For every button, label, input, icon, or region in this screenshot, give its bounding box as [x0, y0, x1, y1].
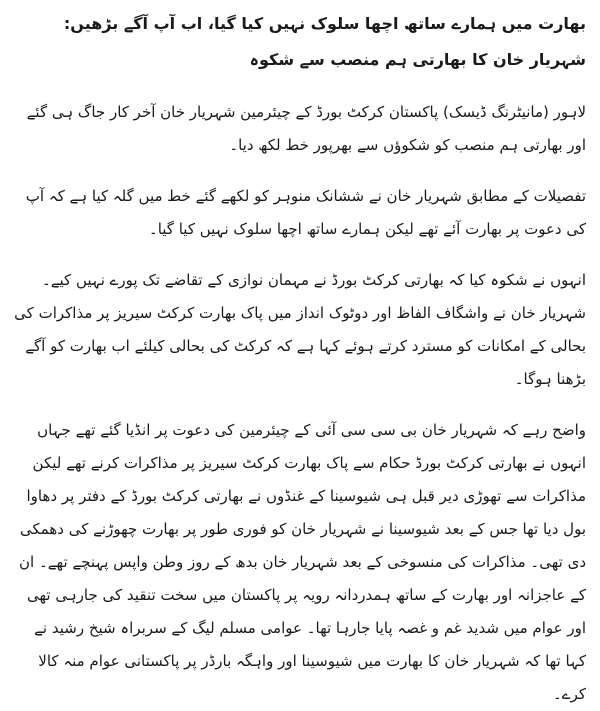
- article-paragraph-4: واضح رہے کہ شہریار خان بی سی سی آئی کے چیئرمین کی دعوت پر انڈیا گئے تھے جہاں انہوں نے بھارتی کرکٹ بورڈ حکام سے پاک بھارت کرکٹ سیریز پر مذاکرات کرنے تھے لیکن مذاکرات سے تھوڑی دیر قبل ہی شیوسینا کے غنڈوں نے بھارتی کرکٹ بورڈ کے دفتر پر دھاوا بول دیا تھا جس کے بعد شیوسینا نے شہریار خان کو فوری طور پر بھارت چھوڑنے کی دھمکی دی تھی۔ مذاکرات کی منسوخی کے بعد شہریار خان بدھ کے روز وطن واپس پہنچے تھے۔ ان کے عاجزانہ اور بھارت کے ساتھ ہمدردانہ رویہ پر پاکستان میں سخت تنقید کی جارہی تھی اور عوام میں شدید غم و غصہ پایا جارہا تھا۔ عوامی مسلم لیگ کے سربراہ شیخ رشید نے کہا تھا کہ شہریار خان کا بھارت میں شیوسینا اور واہگہ بارڈر پر پاکستانی عوام منہ کالا کرے۔: [19, 421, 586, 703]
- article-paragraph-1: لاہور (مانیٹرنگ ڈیسک) پاکستان کرکٹ بورڈ کے چیئرمین شہریار خان آخر کار جاگ ہی گئے اور بھارتی ہم منصب کو شکوؤں سے بھرپور خط لکھ دیا۔: [26, 103, 586, 154]
- article-headline: بھارت میں ہمارے ساتھ اچھا سلوک نہیں کیا گیا، اب آپ آگے بڑھیں: شہریار خان کا بھارتی ہم منصب سے شکوہ: [63, 14, 586, 69]
- article-paragraph-2: تفصیلات کے مطابق شہریار خان نے ششانک منوہر کو لکھے گئے خط میں گلہ کیا ہے کہ آپ کی دعوت پر بھارت آئے تھے لیکن ہمارے ساتھ اچھا سلوک نہیں کیا گیا۔: [25, 187, 586, 238]
- article-paragraph-3: انہوں نے شکوہ کیا کہ بھارتی کرکٹ بورڈ نے مہمان نوازی کے تقاضے تک پورے نہیں کیے۔ شہریار خان نے واشگاف الفاظ اور دوٹوک انداز میں پاک بھارت کرکٹ سیریز پر مذاکرات کی بحالی کے امکانات کو مسترد کرتے ہوئے کہا ہے کہ کرکٹ کی بحالی کیلئے اب بھارت کو آگے بڑھنا ہوگا۔: [14, 271, 586, 388]
